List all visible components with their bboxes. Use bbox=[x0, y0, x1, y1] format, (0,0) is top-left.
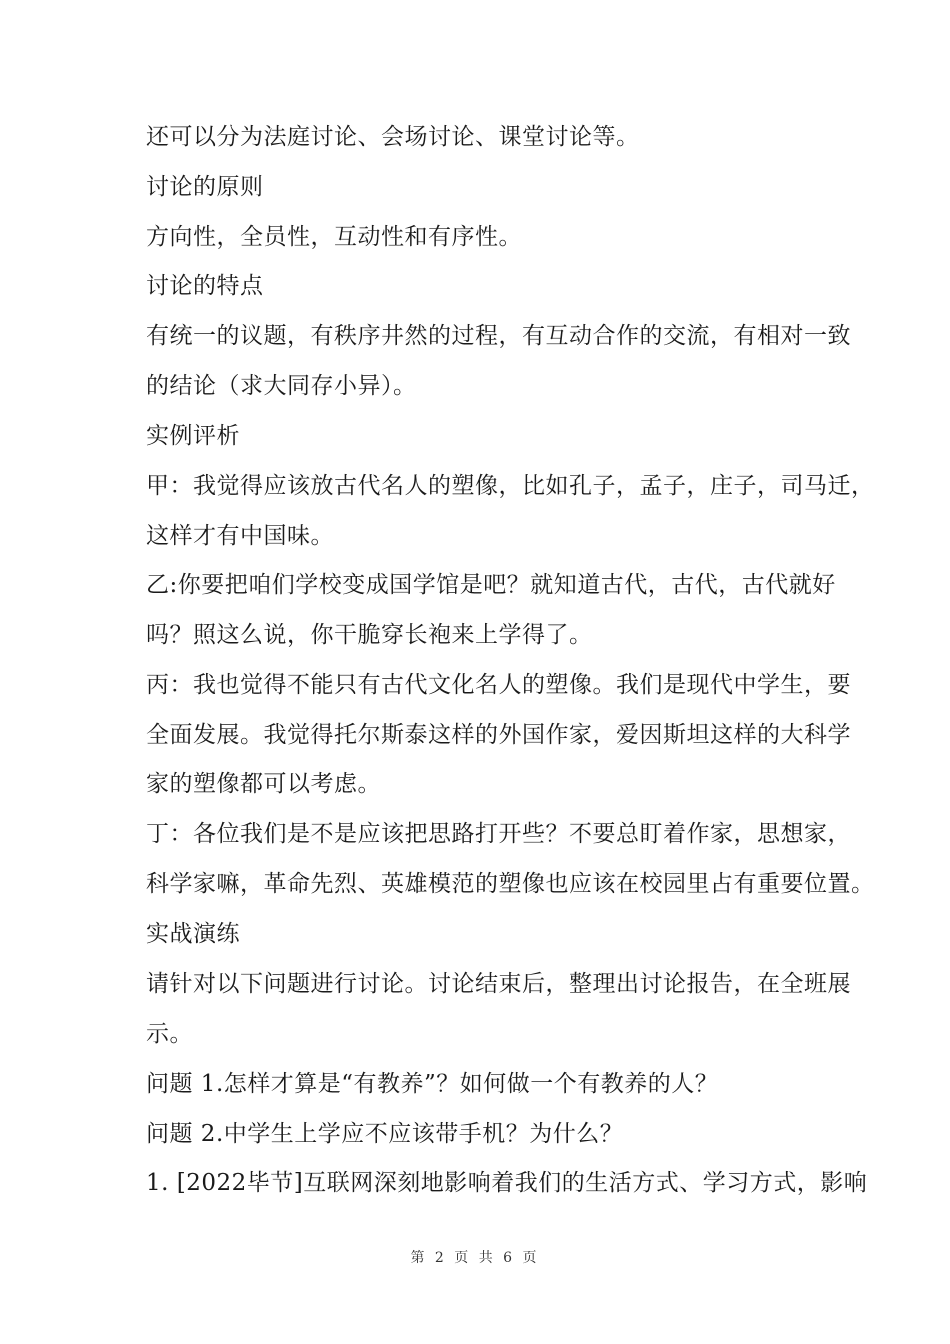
text-line: 有统一的议题，有秩序井然的过程，有互动合作的交流，有相对一致 bbox=[146, 323, 851, 349]
page-footer: 第 2 页 共 6 页 bbox=[410, 1250, 540, 1266]
section-heading: 讨论的原则 bbox=[146, 174, 264, 200]
text-line: 家的塑像都可以考虑。 bbox=[146, 771, 381, 797]
text-line: 示。 bbox=[146, 1021, 193, 1047]
text-line: 这样才有中国味。 bbox=[146, 523, 334, 549]
text-line: 方向性，全员性，互动性和有序性。 bbox=[146, 224, 522, 250]
text-line: 全面发展。我觉得托尔斯泰这样的外国作家，爱因斯坦这样的大科学 bbox=[146, 722, 851, 748]
text-line: 甲：我觉得应该放古代名人的塑像，比如孔子，孟子，庄子，司马迁， bbox=[146, 473, 875, 499]
section-heading: 实例评析 bbox=[146, 423, 240, 449]
text-line: 的结论（求大同存小异）。 bbox=[146, 373, 417, 399]
text-line: 丁：各位我们是不是应该把思路打开些？不要总盯着作家，思想家， bbox=[146, 821, 851, 847]
text-line: 丙：我也觉得不能只有古代文化名人的塑像。我们是现代中学生，要 bbox=[146, 672, 851, 698]
question-line: 问题 1.怎样才算是“有教养”？如何做一个有教养的人？ bbox=[146, 1071, 719, 1097]
section-heading: 讨论的特点 bbox=[146, 273, 264, 299]
text-line: 乙:你要把咱们学校变成国学馆是吧？就知道古代，古代，古代就好 bbox=[146, 572, 836, 598]
text-line: 1. [2022毕节]互联网深刻地影响着我们的生活方式、学习方式，影响 bbox=[146, 1170, 868, 1196]
question-line: 问题 2.中学生上学应不应该带手机？为什么？ bbox=[146, 1121, 624, 1147]
section-heading: 实战演练 bbox=[146, 921, 240, 947]
text-line: 科学家嘛，革命先烈、英雄模范的塑像也应该在校园里占有重要位置。 bbox=[146, 871, 875, 897]
text-line: 请针对以下问题进行讨论。讨论结束后，整理出讨论报告，在全班展 bbox=[146, 971, 851, 997]
text-line: 吗？照这么说，你干脆穿长袍来上学得了。 bbox=[146, 622, 593, 648]
text-line: 还可以分为法庭讨论、会场讨论、课堂讨论等。 bbox=[146, 124, 640, 150]
